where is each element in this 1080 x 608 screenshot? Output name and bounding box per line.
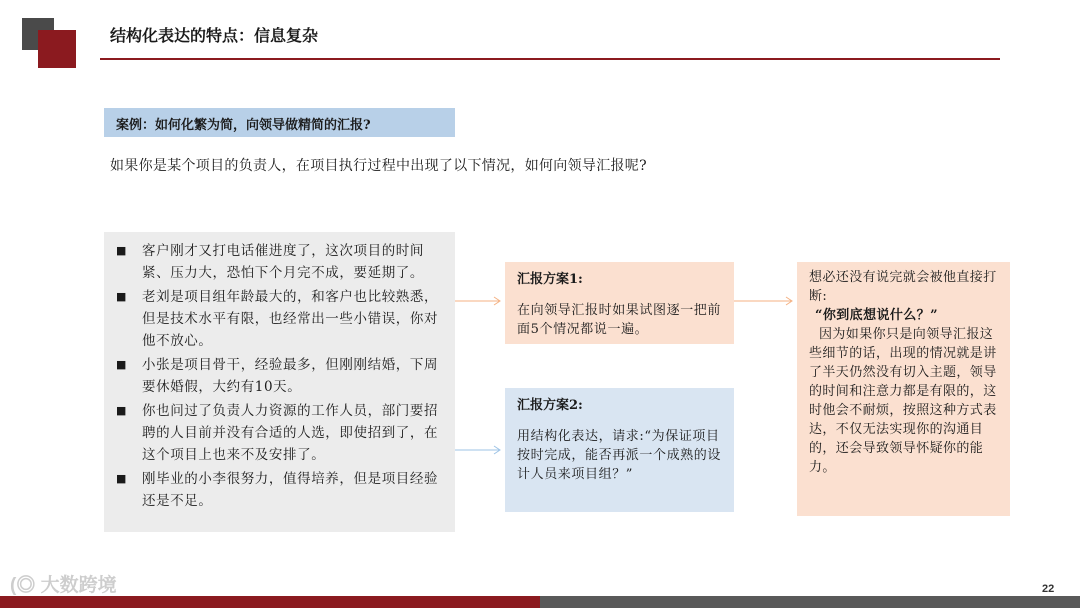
list-item: [114, 468, 445, 512]
title-divider: [100, 58, 1000, 60]
plan1-box: [505, 262, 734, 344]
header-square-red: [38, 30, 76, 68]
list-item: [114, 400, 445, 466]
intro-text: 如果你是某个项目的负责人，在项目执行过程中出现了以下情况，如何向领导汇报呢?: [110, 158, 647, 174]
case-label: 案例：如何化繁为简，向领导做精简的汇报?: [104, 108, 455, 137]
result-intro: 想必还没有说完就会被他直接打断:: [809, 270, 997, 304]
square-bullet-icon: ■: [116, 404, 127, 417]
page-title: 结构化表达的特点：信息复杂: [110, 26, 319, 45]
plan1-title: 汇报方案1:: [517, 272, 583, 287]
result-box: [797, 262, 1010, 516]
square-bullet-icon: ■: [116, 244, 127, 257]
logo-mark-icon: (◎: [10, 575, 36, 596]
plan2-box: [505, 388, 734, 512]
arrow-to-plan1-icon: [455, 295, 505, 307]
result-quote: “你到底想说什么？”: [815, 308, 938, 323]
situation-text: 老刘是项目组年龄最大的，和客户也比较熟悉，但是技术水平有限，也经常出一些小错误，你对他不放心。: [142, 289, 439, 349]
situation-text: 小张是项目骨干，经验最多，但刚刚结婚，下周要休婚假，大约有10天。: [142, 357, 439, 395]
page-number: 22: [1042, 583, 1055, 595]
situation-text: 客户刚才又打电话催进度了，这次项目的时间紧、压力大，恐怕下个月完不成，要延期了。: [142, 243, 424, 281]
plan1-body: 在向领导汇报时如果试图逐一把前面5个情况都说一遍。: [517, 303, 722, 337]
situations-panel: [104, 232, 455, 532]
arrow-to-plan2-icon: [455, 444, 505, 456]
arrow-to-result-icon: [734, 295, 797, 307]
list-item: [114, 354, 445, 398]
footer-bar-red: [0, 596, 540, 608]
situation-text: 你也问过了负责人力资源的工作人员，部门要招聘的人目前并没有合适的人选，即使招到了，在这个项目上也来不及安排了。: [142, 403, 439, 463]
brand-logo: [10, 570, 117, 597]
list-item: [114, 286, 445, 352]
square-bullet-icon: ■: [116, 290, 127, 303]
plan2-body: 用结构化表达，请求:“为保证项目按时完成，能否再派一个成熟的设计人员来项目组？”: [517, 429, 722, 482]
logo-text: 大数跨境: [40, 575, 117, 596]
plan2-title: 汇报方案2:: [517, 398, 583, 413]
square-bullet-icon: ■: [116, 472, 127, 485]
situation-text: 刚毕业的小李很努力，值得培养，但是项目经验还是不足。: [142, 471, 439, 509]
list-item: [114, 240, 445, 284]
square-bullet-icon: ■: [116, 358, 127, 371]
result-body: 因为如果你只是向领导汇报这些细节的话，出现的情况就是讲了半天仍然没有切入主题，领导的时间和注意力都是有限的，这时他会不耐烦，按照这种方式表达，不仅无法实现你的沟通目的，还会导致领导怀疑你的能力。: [809, 327, 997, 475]
footer-bar-gray: [540, 596, 1080, 608]
